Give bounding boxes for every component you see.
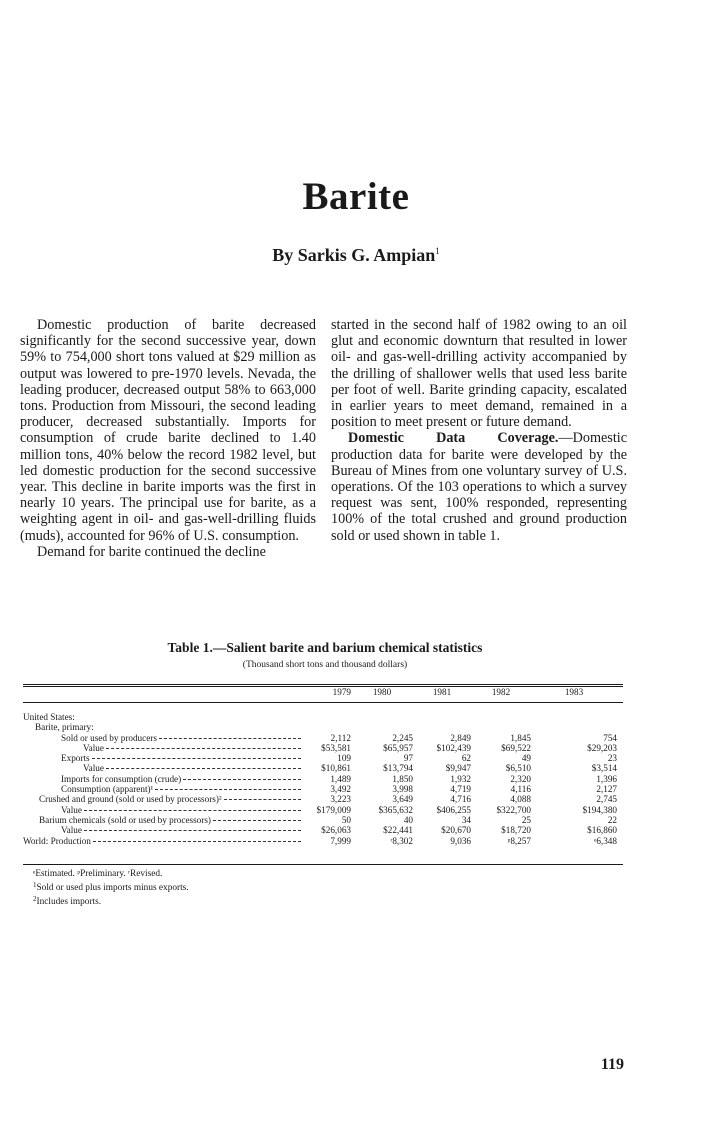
table-cell: 2,849 [450, 732, 471, 743]
table-row [23, 743, 623, 753]
table-row [23, 805, 623, 815]
page-title: Barite [302, 175, 410, 218]
byline [0, 245, 712, 266]
table-cell: $69,522 [501, 742, 531, 753]
table-cell: $365,632 [378, 804, 413, 815]
paragraph-demand-start: Demand for barite continued the decline [37, 543, 266, 560]
paragraph-demand-continued: started in the second half of 1982 owing to an oil glut and economic downturn that resulted in lower oil- and gas-well-drilling activity accompanied by the drilling of shallower wells that used less barite per foot of well. Barite grinding capacity, escalated in earlier years to meet demand, remained in a position to meet present or future demand. [331, 317, 627, 431]
table-row [23, 774, 623, 784]
table-bottom-rule [23, 864, 623, 865]
right-text-column [331, 317, 627, 544]
table-row [23, 815, 623, 825]
header-year: 1981 [432, 687, 452, 698]
table-cell: 754 [603, 732, 617, 743]
byline-footnote-marker: 1 [435, 246, 440, 256]
table-row [23, 784, 623, 794]
table-cell: 2,320 [510, 773, 531, 784]
table-cell: $65,957 [383, 742, 413, 753]
table-cell: $22,441 [383, 825, 413, 836]
left-text-column [20, 317, 316, 560]
table-cell: ᵉ6,348 [593, 835, 617, 846]
table-cell: 1,850 [392, 773, 413, 784]
table-row [23, 794, 623, 804]
table-cell: $3,514 [591, 763, 617, 774]
table-cell: 4,116 [510, 784, 531, 795]
table-cell: $10,861 [321, 763, 351, 774]
row-label: Crushed and ground (sold or used by processors)² [23, 794, 301, 804]
statistics-table [23, 685, 623, 846]
table-cell: 25 [521, 814, 531, 825]
footnote-2: $^2$Includes imports. [33, 894, 102, 907]
footnote-1: $^1$Sold or used plus imports minus exports. [33, 880, 189, 893]
row-label: Value [23, 805, 301, 815]
table-row [23, 722, 623, 732]
row-label: Value [23, 825, 301, 835]
row-label: Exports [23, 753, 301, 763]
table-cell: ᵖ8,257 [507, 835, 531, 846]
table-cell: $179,009 [316, 804, 351, 815]
footnote-symbols: ᵉEstimated. ᵖPreliminary. ʳRevised. [33, 869, 163, 879]
header-year: 1980 [372, 687, 392, 698]
coverage-text: —Domestic production data for barite were developed by the Bureau of Mines from one voluntary survey of U.S. operations. Of the 103 operations to which a survey request was sent, 100% responded, representing 100% of the total crushed and ground production sold or used shown in table 1. [331, 430, 627, 544]
table-cell: $26,063 [321, 825, 351, 836]
table-cell: $13,794 [383, 763, 413, 774]
table-cell: 3,223 [330, 794, 351, 805]
table-cell: 3,998 [392, 784, 413, 795]
table-cell: 40 [403, 814, 413, 825]
table-cell: 1,396 [596, 773, 617, 784]
table-cell: $29,203 [587, 742, 617, 753]
row-label: Barite, primary: [35, 722, 94, 733]
table-cell: 1,489 [330, 773, 351, 784]
table-row [23, 712, 623, 722]
row-label: United States: [23, 712, 75, 722]
table-cell: $406,255 [436, 804, 471, 815]
table-cell: 2,127 [596, 784, 617, 795]
table-cell: 97 [403, 753, 413, 764]
table-cell: $194,380 [582, 804, 617, 815]
coverage-heading: Domestic Data Coverage. [348, 430, 559, 447]
table-cell: ʳ8,302 [390, 835, 413, 846]
header-year: 1979 [332, 687, 351, 698]
footnote-1-marker: 1 [33, 880, 37, 889]
row-label: Imports for consumption (crude) [23, 774, 301, 784]
header-year: 1983 [564, 687, 584, 698]
table-cell: 7,999 [330, 835, 351, 846]
paragraph-production: Domestic production of barite decreased significantly for the second successive year, down 59% to 754,000 short tons valued at $29 million as output was lowered to pre-1970 levels. Nevada, the leading producer, decreased output 58% to 663,000 tons. Production from Missouri, the second leading producer, decreased substantially. Imports for consumption of crude barite declined to 1.40 million tons, 40% below the record 1982 level, but led domestic production for the second successive year. This decline in barite imports was the first in nearly 10 years. The principal use for barite, as a weighting agent in oil- and gas-well-drilling fluids (muds), accounted for 96% of U.S. consumption. [20, 317, 316, 544]
table-cell: 2,745 [596, 794, 617, 805]
paragraph-data-coverage [331, 430, 627, 543]
table-row [23, 825, 623, 835]
author-name: By Sarkis G. Ampian [272, 245, 436, 265]
table-title: Table 1.—Salient barite and barium chemical statistics [167, 640, 483, 655]
table-cell: 23 [607, 753, 617, 764]
table-row [23, 836, 623, 846]
table-header-row [23, 685, 623, 700]
table-cell: $9,947 [445, 763, 471, 774]
footnote-2-marker: 2 [33, 894, 37, 903]
table-cell: $322,700 [496, 804, 531, 815]
row-label: World: Production [23, 836, 301, 846]
row-label: Value [23, 763, 301, 773]
table-row [23, 763, 623, 773]
table-cell: $16,860 [587, 825, 617, 836]
table-footnotes [33, 869, 189, 907]
header-year: 1982 [491, 687, 511, 698]
table-cell: 3,649 [392, 794, 413, 805]
table-cell: 50 [341, 814, 351, 825]
table-cell: 34 [461, 814, 471, 825]
row-label: Consumption (apparent)¹ [23, 784, 301, 794]
table-cell: 109 [337, 753, 351, 764]
table-cell: $6,510 [505, 763, 531, 774]
table-cell: 2,245 [392, 732, 413, 743]
table-subtitle: (Thousand short tons and thousand dollars) [242, 660, 408, 670]
table-cell: $18,720 [501, 825, 531, 836]
table-cell: 4,716 [450, 794, 471, 805]
table-cell: 62 [461, 753, 471, 764]
table-cell: 4,088 [510, 794, 531, 805]
row-label: Sold or used by producers [23, 733, 301, 743]
row-label: Barium chemicals (sold or used by processors) [23, 815, 301, 825]
table-row [23, 733, 623, 743]
table-cell: $20,670 [441, 825, 471, 836]
table-cell: 22 [607, 814, 617, 825]
table-cell: 9,036 [450, 835, 471, 846]
table-row [23, 753, 623, 763]
table-cell: 49 [521, 753, 531, 764]
page-number: 119 [600, 1056, 624, 1073]
table-cell: 1,932 [450, 773, 471, 784]
table-cell: 2,112 [330, 732, 351, 743]
table-cell: 1,845 [510, 732, 531, 743]
table-cell: 3,492 [330, 784, 351, 795]
table-cell: $102,439 [436, 742, 471, 753]
row-label: Value [23, 743, 301, 753]
table-cell: 4,719 [450, 784, 471, 795]
table-cell: $53,581 [321, 742, 351, 753]
